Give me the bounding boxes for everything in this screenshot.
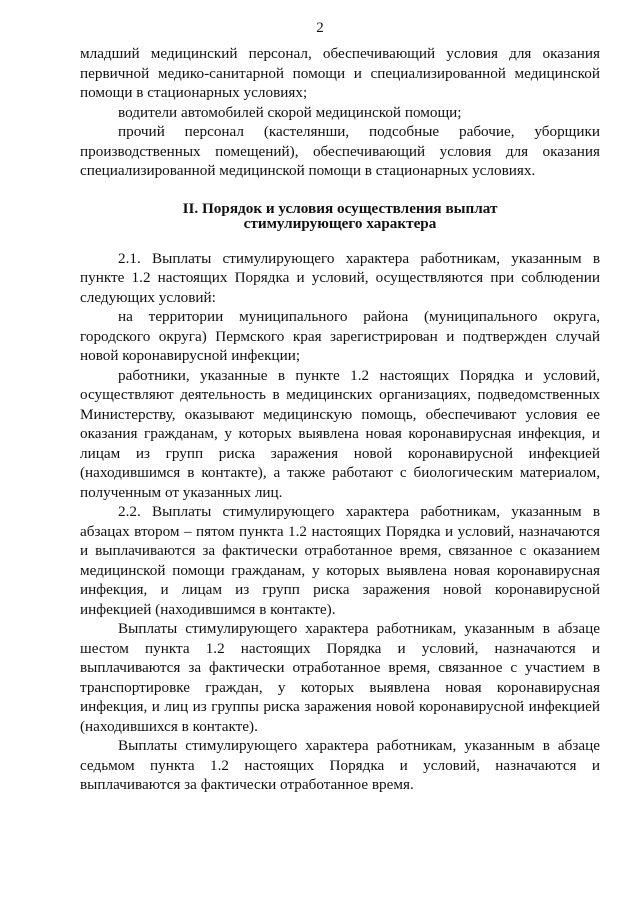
intro-paragraph-2: водители автомобилей скорой медицинской помощи;: [118, 103, 462, 121]
section-heading: [80, 201, 600, 231]
document-body: [80, 44, 600, 795]
section-heading-line-2: стимулирующего характера: [243, 214, 437, 232]
intro-paragraph-1: младший медицинский персонал, обеспечивающий условия для оказания первичной медико-санитарной помощи и специализированной медицинской помощи в стационарных условиях;: [80, 45, 600, 101]
section-paragraph-condition-workers: работники, указанные в пункте 1.2 настоящих Порядка и условий, осуществляют деятельность в медицинских организациях, подведомственных Министерству, оказывают медицинскую помощь, обеспечивают условия ее оказания гражданам, у которых выявлена новая коронавирусная инфекция, и лицам из групп риска заражения новой коронавирусной инфекцией (находившимся в контакте), а также работают с биологическим материалом, полученным от указанных лиц.: [80, 366, 600, 501]
section-paragraph-sixth: Выплаты стимулирующего характера работникам, указанным в абзаце шестом пункта 1.2 настоящих Порядка и условий, назначаются и выплачиваются за фактически отработанное время, связанное с участием в транспортировке граждан, у которых выявлена новая коронавирусная инфекция, и лиц из группы риска заражения новой коронавирусной инфекцией (находившихся в контакте).: [80, 620, 600, 735]
section-paragraph-2-1: 2.1. Выплаты стимулирующего характера работникам, указанным в пункте 1.2 настоящих Порядка и условий, осуществляются при соблюдении следующих условий:: [80, 249, 600, 306]
page-number: 2: [316, 20, 324, 36]
section-paragraph-seventh: Выплаты стимулирующего характера работникам, указанным в абзаце седьмом пункта 1.2 настоящих Порядка и условий, назначаются и выплачиваются за фактически отработанное время.: [80, 737, 600, 793]
section-paragraph-2-2: 2.2. Выплаты стимулирующего характера работникам, указанным в абзацах втором – пятом пункта 1.2 настоящих Порядка и условий, назначаются и выплачиваются за фактически отработанное время, связанное с оказанием медицинской помощи гражданам, у которых выявлена новая коронавирусная инфекция, и лицам из групп риска заражения новой коронавирусной инфекцией (находившимся в контакте).: [80, 503, 600, 618]
intro-paragraph-3: прочий персонал (кастелянши, подсобные рабочие, уборщики производственных помещений), обеспечивающий условия для оказания специализированной медицинской помощи в стационарных условиях.: [80, 123, 600, 179]
section-heading-line-1: II. Порядок и условия осуществления выплат: [182, 199, 498, 217]
section-paragraph-condition-territory: на территории муниципального района (муниципального округа, городского округа) Пермского края зарегистрирован и подтвержден случай новой коронавирусной инфекции;: [80, 308, 600, 364]
